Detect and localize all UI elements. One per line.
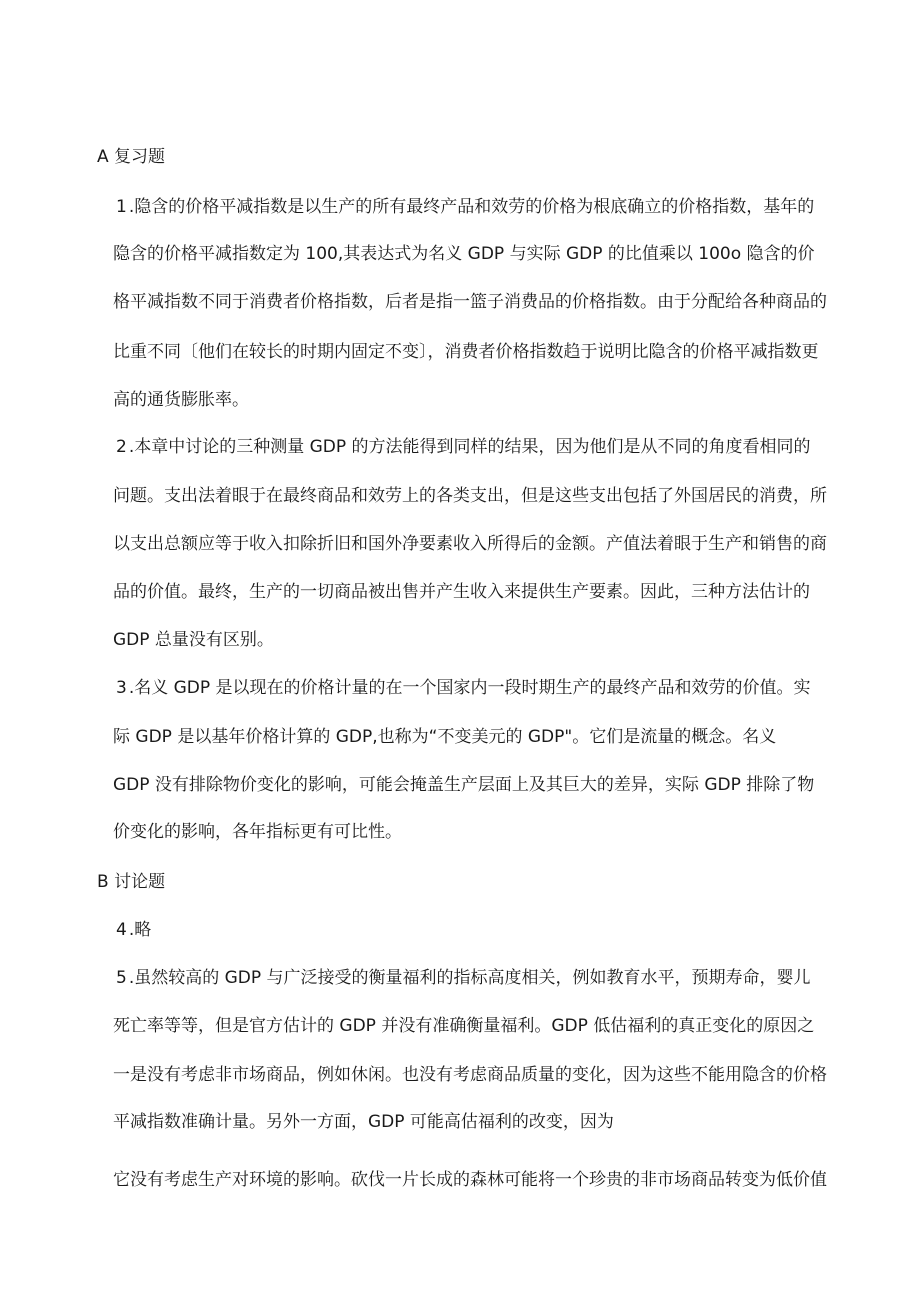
item-2-text: .本章中讨论的三种测量 GDP 的方法能得到同样的结果，因为他们是从不同的角度看相同的: [128, 437, 811, 457]
item-4-text: .略: [128, 920, 152, 940]
item-5-number: 5: [116, 968, 127, 988]
item-5-text: .虽然较高的 GDP 与广泛接受的衡量福利的指标高度相关，例如教育水平，预期寿命，婴儿: [128, 968, 811, 988]
item-3-line-2: 际 GDP 是以基年价格计算的 GDP,也称为“不变美元的 GDP"。它们是流量的概念。名义: [113, 727, 777, 747]
item-2-number: 2: [116, 437, 127, 457]
item-1-line-1: [116, 195, 814, 219]
item-2-line-1: [116, 435, 811, 459]
item-1-line-3: 格平减指数不同于消费者价格指数，后者是指一篮子消费品的价格指数。由于分配给各种商品的: [113, 292, 827, 312]
item-5-line-4: 平减指数准确计量。另外一方面，GDP 可能高估福利的改变，因为: [113, 1112, 614, 1132]
item-2-line-5: GDP 总量没有区别。: [113, 630, 274, 650]
item-3-line-3: GDP 没有排除物价变化的影响，可能会掩盖生产层面上及其巨大的差异，实际 GDP 排除了物: [113, 775, 815, 795]
item-4-line-1: [116, 918, 151, 942]
item-1-line-5: 高的通货膨胀率。: [113, 390, 249, 410]
continuation-line: 它没有考虑生产对环境的影响。砍伐一片长成的森林可能将一个珍贵的非市场商品转变为低价值: [113, 1170, 827, 1190]
item-1-line-2: 隐含的价格平减指数定为 100,其表达式为名义 GDP 与实际 GDP 的比值乘以 100o 隐含的价: [113, 244, 815, 264]
item-1-line-4: 比重不同〔他们在较长的时期内固定不变〕，消费者价格指数趋于说明比隐含的价格平减指数更: [113, 342, 819, 362]
item-3-line-1: [116, 676, 811, 700]
item-2-line-4: 品的价值。最终，生产的一切商品被出售并产生收入来提供生产要素。因此，三种方法估计的: [113, 582, 810, 602]
item-2-line-3: 以支出总额应等于收入扣除折旧和国外净要素收入所得后的金额。产值法着眼于生产和销售的商: [113, 534, 827, 554]
item-1-number: 1: [116, 197, 127, 217]
item-3-line-4: 价变化的影响，各年指标更有可比性。: [113, 822, 402, 842]
item-3-number: 3: [116, 678, 127, 698]
item-5-line-1: [116, 966, 811, 990]
item-3-text: .名义 GDP 是以现在的价格计量的在一个国家内一段时期生产的最终产品和效劳的价值。实: [128, 678, 811, 698]
item-4-number: 4: [116, 920, 127, 940]
section-b-heading: B 讨论题: [97, 872, 166, 892]
section-a-heading: A 复习题: [97, 147, 166, 167]
item-5-line-2: 死亡率等等，但是官方估计的 GDP 并没有准确衡量福利。GDP 低估福利的真正变化的原因之: [113, 1016, 815, 1036]
item-1-text: .隐含的价格平减指数是以生产的所有最终产品和效劳的价格为根底确立的价格指数，基年的: [128, 197, 815, 217]
item-5-line-3: 一是没有考虑非市场商品，例如休闲。也没有考虑商品质量的变化，因为这些不能用隐含的价格: [113, 1065, 827, 1085]
item-2-line-2: 问题。支出法着眼于在最终商品和效劳上的各类支出，但是这些支出包括了外国居民的消费，所: [113, 486, 827, 506]
